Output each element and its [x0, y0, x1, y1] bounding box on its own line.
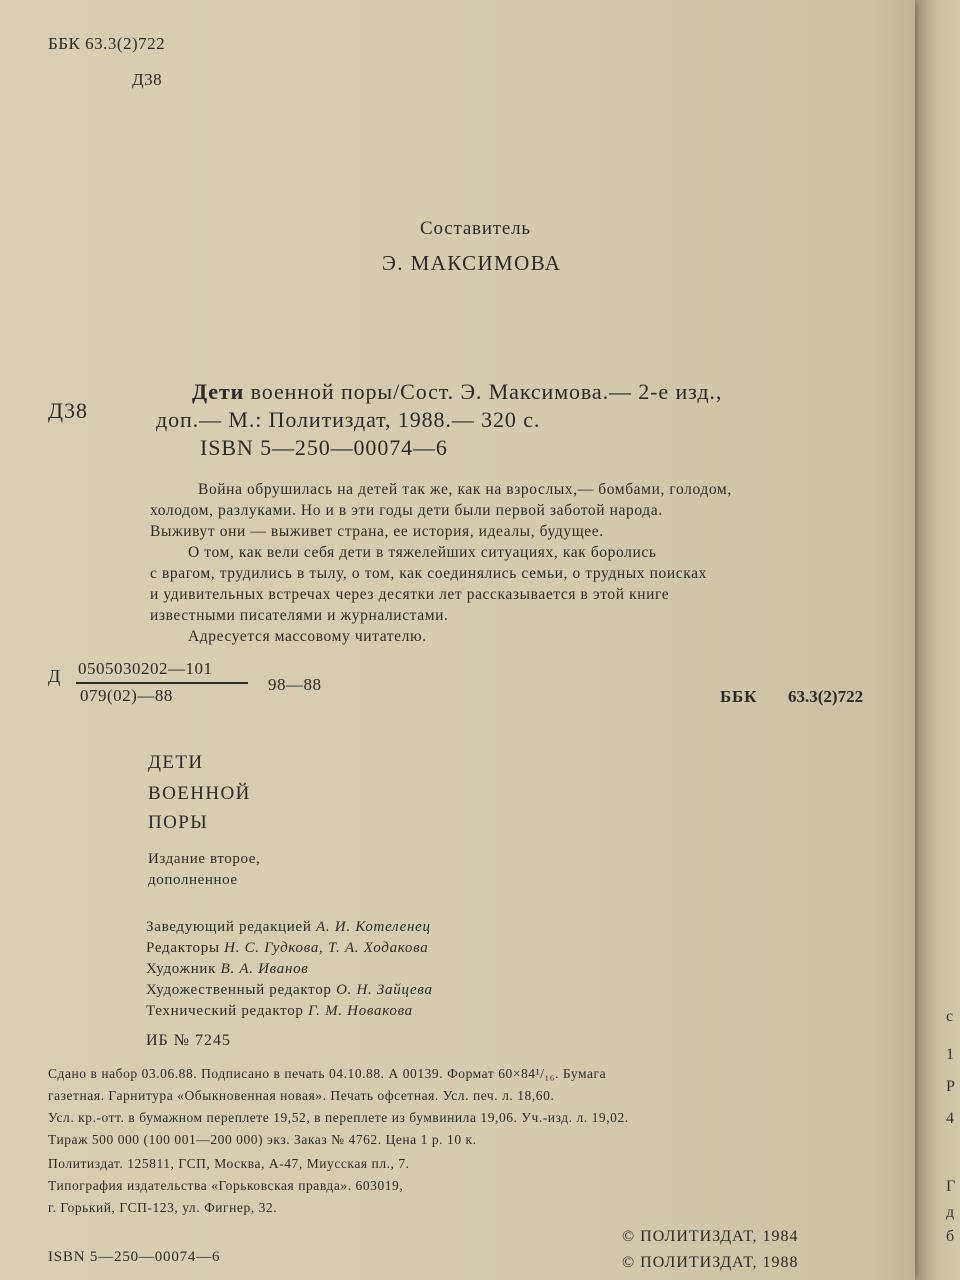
adjacent-page-edge	[918, 0, 960, 1280]
imprint-line: Типография издательства «Горьковская правда». 603019,	[48, 1178, 404, 1193]
annotation-line: Адресуется массовому читателю.	[188, 628, 427, 645]
bib-line-1-rest: военной поры/Сост. Э. Максимова.— 2-е изд.,	[244, 379, 723, 404]
annotation-line: и удивительных встречах через десятки лет рассказывается в этой книге	[150, 586, 670, 603]
title-line: ДЕТИ	[148, 752, 204, 773]
code-letter: Д	[48, 666, 61, 686]
bib-line-2: доп.— М.: Политиздат, 1988.— 320 с.	[156, 407, 541, 432]
staff-line	[146, 959, 433, 980]
staff-role: Технический редактор	[146, 1003, 309, 1019]
annotation-line: известными писателями и журналистами.	[150, 607, 449, 624]
code-denominator: 079(02)—88	[80, 686, 173, 705]
annotation-line: О том, как вели себя дети в тяжелейших ситуациях, как боролись	[188, 544, 657, 561]
edition-line: дополненное	[148, 872, 238, 888]
bbk-value: 63.3(2)722	[788, 687, 864, 706]
edge-fragment: д	[946, 1204, 955, 1221]
bib-isbn: ISBN 5—250—00074—6	[200, 435, 448, 460]
staff-line	[146, 938, 433, 959]
bbk-label: ББК	[720, 687, 758, 706]
staff-role: Редакторы	[146, 940, 225, 956]
bbk-header: ББК 63.3(2)722	[48, 34, 166, 53]
bib-side-code: Д38	[48, 398, 89, 423]
code-suffix: 98—88	[268, 675, 322, 694]
edge-fragment: Г	[946, 1178, 956, 1195]
copyright-line: © ПОЛИТИЗДАТ, 1984	[622, 1228, 799, 1245]
annotation-line: Война обрушилась на детей так же, как на взрослых,— бомбами, голодом,	[198, 481, 732, 498]
imprint-line: Тираж 500 000 (100 001—200 000) экз. Заказ № 4762. Цена 1 р. 10 к.	[48, 1132, 477, 1147]
imprint-line: г. Горький, ГСП-123, ул. Фигнер, 32.	[48, 1200, 278, 1215]
staff-role: Заведующий редакцией	[146, 919, 317, 935]
edge-fragment: б	[946, 1228, 955, 1245]
imprint-line: газетная. Гарнитура «Обыкновенная новая». Печать офсетная. Усл. печ. л. 18,60.	[48, 1088, 555, 1103]
ib-number: ИБ № 7245	[146, 1032, 232, 1049]
staff-line	[146, 980, 433, 1001]
bib-line-1	[192, 379, 722, 405]
imprint-line: Сдано в набор 03.06.88. Подписано в печать 04.10.88. А 00139. Формат 60×84¹/₁₆. Бумага	[48, 1066, 607, 1081]
staff-names: О. Н. Зайцева	[336, 982, 433, 998]
edge-fragment: Р	[946, 1078, 955, 1095]
title-line: ПОРЫ	[148, 812, 209, 833]
imprint-line: Политиздат. 125811, ГСП, Москва, А-47, Миусская пл., 7.	[48, 1156, 410, 1171]
edge-fragment: 4	[946, 1110, 954, 1127]
index-code: Д38	[132, 70, 163, 89]
annotation-line: Выживут они — выживет страна, ее история, идеалы, будущее.	[150, 523, 604, 540]
imprint	[48, 1063, 629, 1219]
compiler-label: Составитель	[420, 218, 531, 239]
staff-list	[146, 917, 433, 1022]
staff-names: В. А. Иванов	[220, 961, 309, 977]
annotation	[150, 479, 732, 647]
imprint-line: Усл. кр.-отт. в бумажном переплете 19,52, в переплете из бумвинила 19,06. Уч.-изд. л. 19,02.	[48, 1110, 629, 1125]
fraction-line	[76, 682, 248, 684]
staff-names: Н. С. Гудкова, Т. А. Ходакова	[224, 940, 429, 956]
edge-fragment: с	[946, 1008, 954, 1025]
annotation-line: с врагом, трудились в тылу, о том, как соединялись семьи, о трудных поисках	[150, 565, 707, 582]
staff-role: Художник	[146, 961, 221, 977]
staff-line	[146, 917, 433, 938]
annotation-line: холодом, разлуками. Но и в эти годы дети были первой заботой народа.	[150, 502, 663, 519]
edition-line: Издание второе,	[148, 851, 261, 867]
staff-names: Г. М. Новакова	[308, 1003, 413, 1019]
title-line: ВОЕННОЙ	[148, 783, 251, 804]
bib-title: Дети	[192, 379, 245, 404]
edge-fragment: 1	[946, 1046, 954, 1063]
compiler-name: Э. МАКСИМОВА	[382, 251, 562, 275]
staff-role: Художественный редактор	[146, 982, 337, 998]
footer-isbn: ISBN 5—250—00074—6	[48, 1249, 221, 1265]
staff-names: А. И. Котеленец	[316, 919, 431, 935]
staff-line	[146, 1001, 433, 1022]
copyright-line: © ПОЛИТИЗДАТ, 1988	[622, 1254, 799, 1271]
code-numerator: 0505030202—101	[78, 659, 213, 678]
